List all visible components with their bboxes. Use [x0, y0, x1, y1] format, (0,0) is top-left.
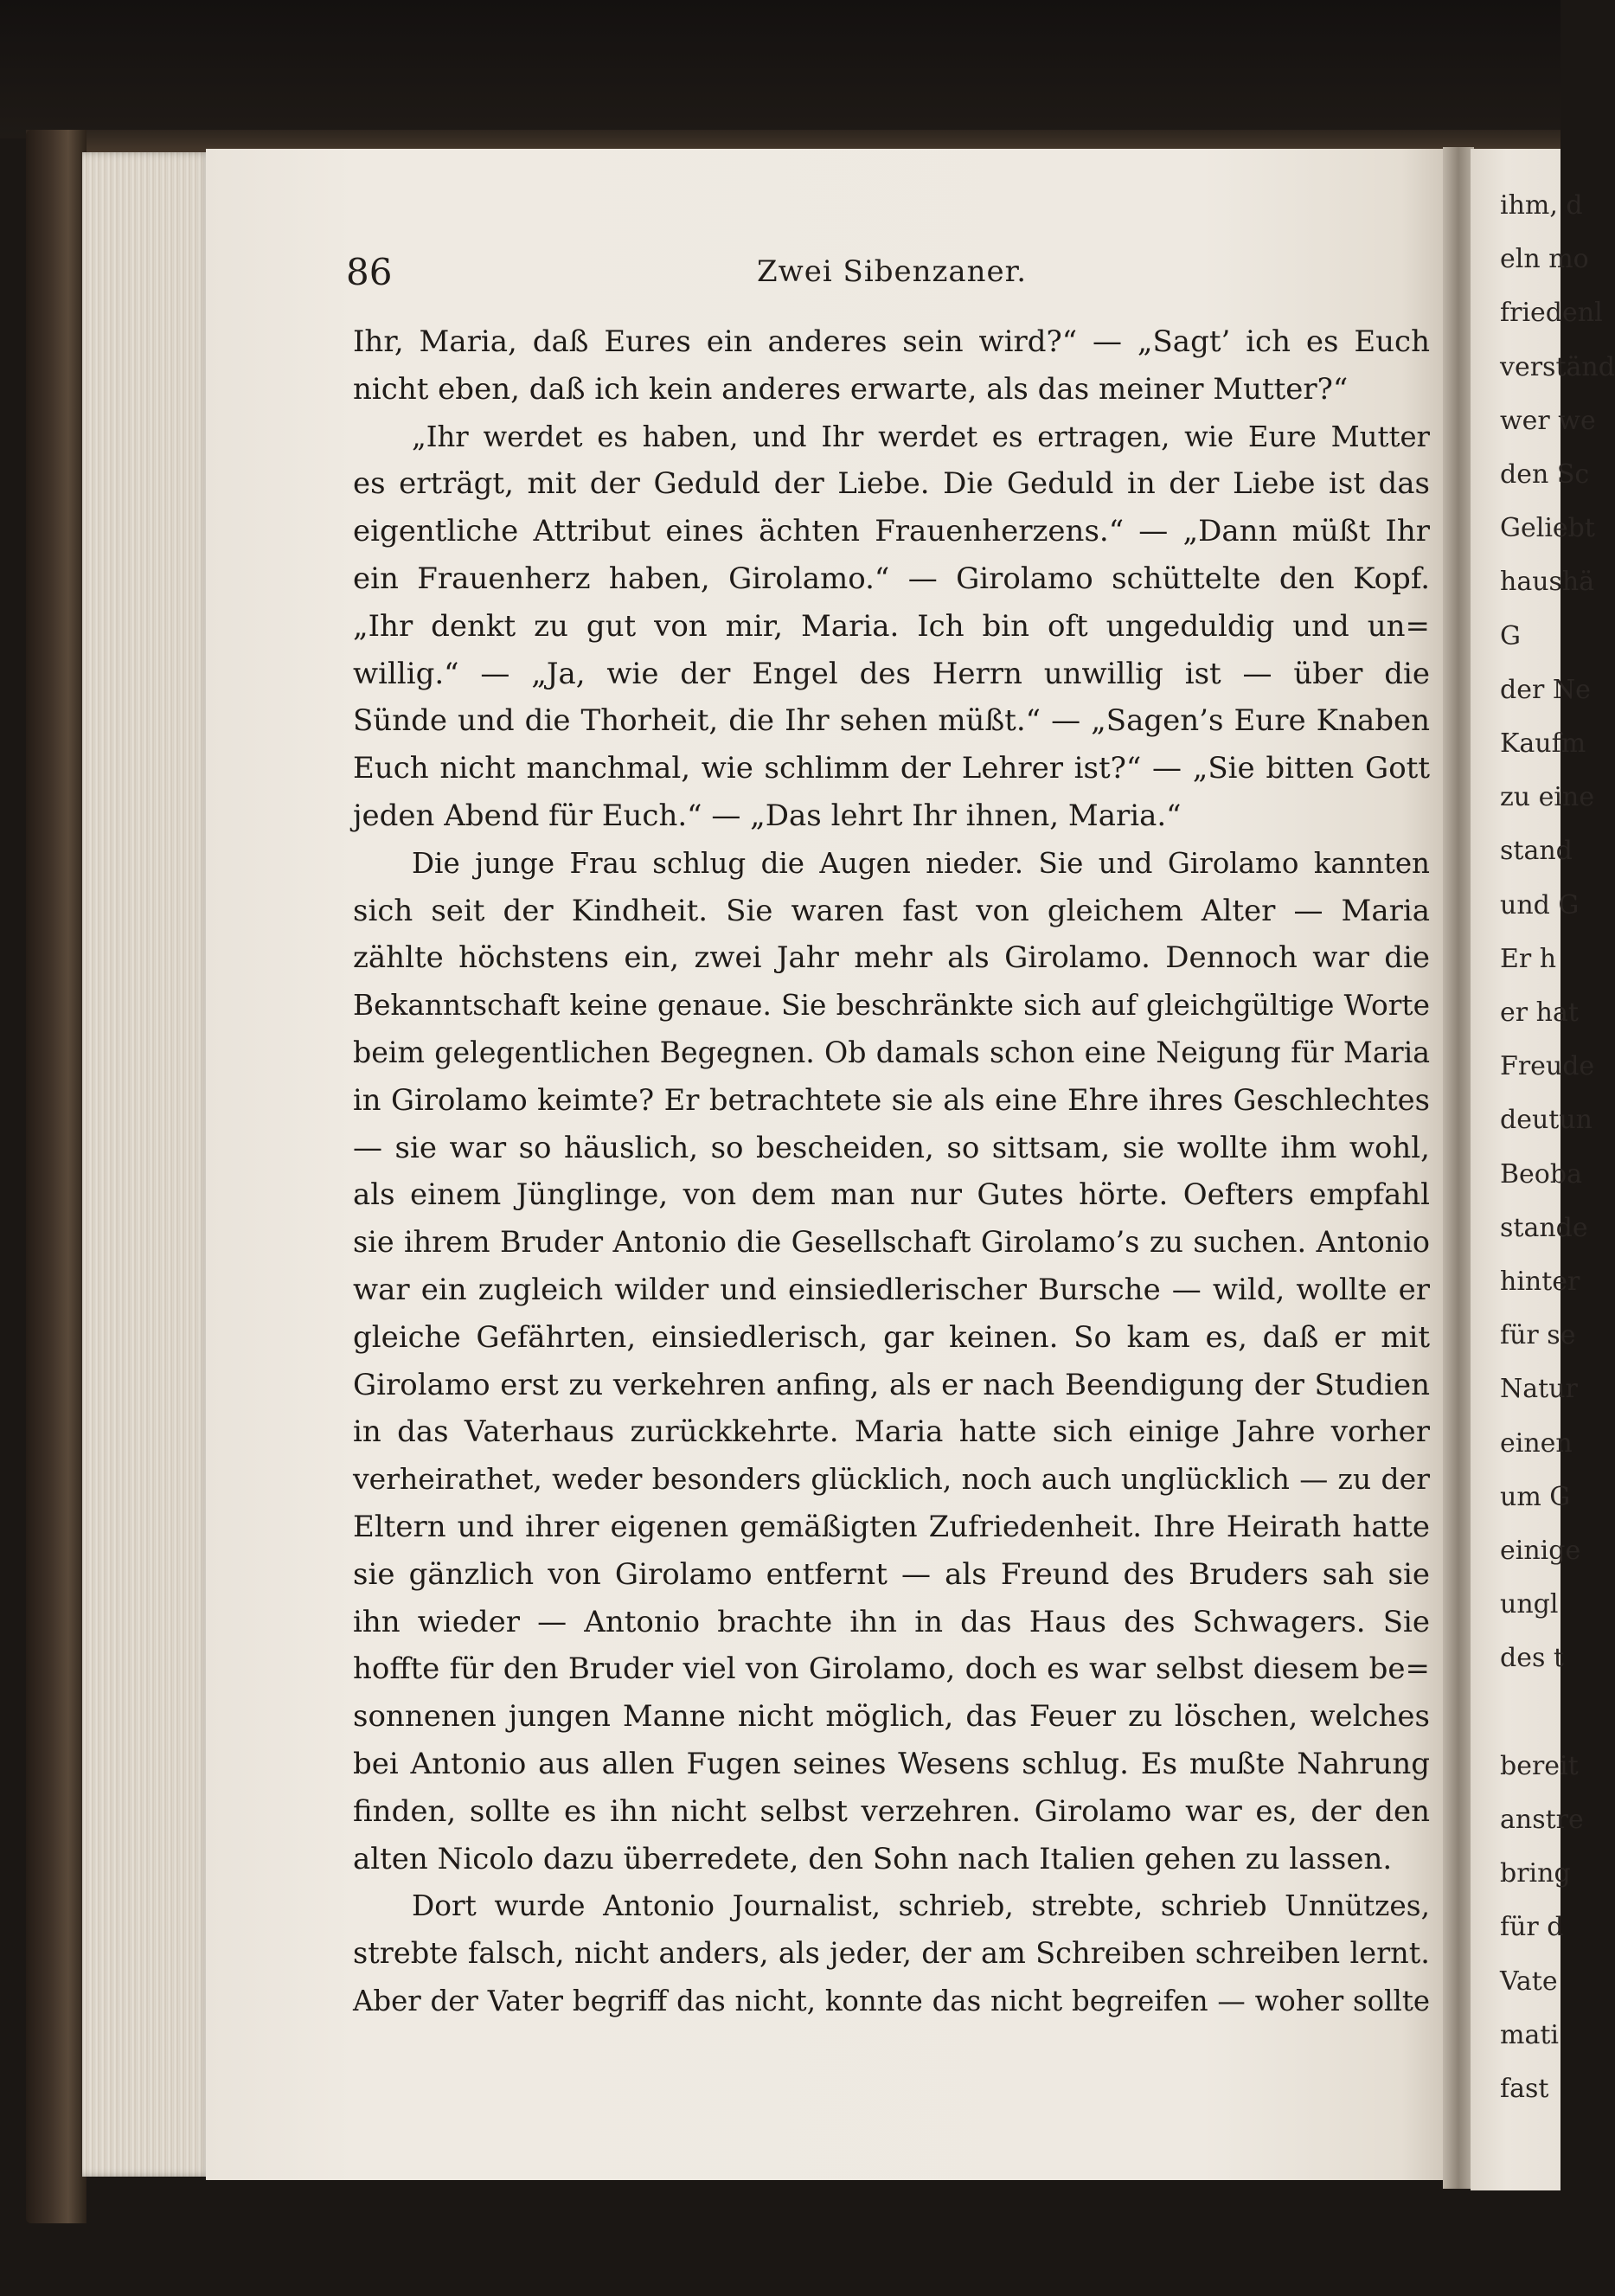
- right-page-fragment: für d: [1500, 1912, 1564, 1943]
- text-line: in Girolamo keimte? Er betrachtete sie als eine Ehre ihres Geschlechtes: [353, 1082, 1430, 1117]
- dark-background: [0, 0, 1561, 138]
- right-page-partial: [1471, 149, 1615, 2190]
- body-text: [353, 318, 1430, 2025]
- text-line: verheirathet, weder besonders glücklich, noch auch unglücklich — zu der: [353, 1462, 1430, 1497]
- text-line: Girolamo erst zu verkehren anfing, als er nach Beendigung der Studien: [353, 1367, 1430, 1402]
- right-page-fragment: deutun: [1500, 1105, 1593, 1136]
- page-stack-edges: [82, 152, 212, 2177]
- right-page-fragment: einen: [1500, 1427, 1573, 1459]
- right-page-fragment: um G: [1500, 1481, 1571, 1512]
- right-page-fragment: Vate: [1500, 1966, 1558, 1997]
- right-page-fragment: und G: [1500, 889, 1580, 920]
- right-page-fragment: Er h: [1500, 943, 1557, 974]
- right-page-fragment: Geliebt: [1500, 513, 1595, 544]
- book-cover-edge-left: [26, 130, 87, 2223]
- text-line: alten Nicolo dazu überredete, den Sohn nach Italien gehen zu lassen.: [353, 1841, 1393, 1876]
- right-page-fragment: wer we: [1500, 405, 1596, 436]
- right-page-fragment: zu eine: [1500, 782, 1595, 813]
- right-page-fragment: des t: [1500, 1643, 1564, 1674]
- right-page-fragment: Beoba: [1500, 1158, 1582, 1190]
- text-line: willig.“ — „Ja, wie der Engel des Herrn unwillig ist — über die: [353, 656, 1430, 691]
- text-line: finden, sollte es ihn nicht selbst verzehren. Girolamo war es, der den: [353, 1793, 1430, 1829]
- text-line: Dort wurde Antonio Journalist, schrieb, strebte, schrieb Unnützes,: [412, 1889, 1430, 1923]
- text-line: Ihr, Maria, daß Eures ein anderes sein wird?“ — „Sagt’ ich es Euch: [353, 324, 1430, 359]
- book-gutter: [1443, 147, 1474, 2189]
- right-page-fragment: stand: [1500, 836, 1573, 867]
- right-page-fragment: bereit: [1500, 1750, 1579, 1781]
- text-line: ihn wieder — Antonio brachte ihn in das Haus des Schwagers. Sie: [353, 1604, 1430, 1639]
- text-line: zählte höchstens ein, zwei Jahr mehr als Girolamo. Dennoch war die: [353, 940, 1430, 976]
- right-page-fragment: haushä: [1500, 567, 1595, 598]
- right-page-fragment: anstre: [1500, 1805, 1584, 1835]
- text-line: in das Vaterhaus zurückkehrte. Maria hatte sich einige Jahre vorher: [353, 1414, 1430, 1450]
- text-line: war ein zugleich wilder und einsiedlerischer Bursche — wild, wollte er: [353, 1272, 1430, 1307]
- right-page-fragment: einige: [1500, 1536, 1581, 1566]
- right-page-fragment: G: [1500, 620, 1521, 651]
- right-page-fragment: bring: [1500, 1858, 1571, 1889]
- right-page-fragment: für se: [1500, 1320, 1576, 1351]
- text-line: sie ihrem Bruder Antonio die Gesellschaft Girolamo’s zu suchen. Antonio: [353, 1225, 1430, 1260]
- text-line: Eltern und ihrer eigenen gemäßigten Zufriedenheit. Ihre Heirath hatte: [353, 1509, 1430, 1544]
- right-page-fragment: ungl: [1500, 1589, 1559, 1620]
- text-line: hoffte für den Bruder viel von Girolamo, doch es war selbst diesem be=: [353, 1651, 1430, 1687]
- text-line: als einem Jünglinge, von dem man nur Gutes hörte. Oefters empfahl: [353, 1177, 1430, 1213]
- right-page-fragment: Natur: [1500, 1374, 1578, 1405]
- text-line: ein Frauenherz haben, Girolamo.“ — Girolamo schüttelte den Kopf.: [353, 561, 1430, 596]
- text-line: „Ihr werdet es haben, und Ihr werdet es ertragen, wie Eure Mutter: [412, 420, 1430, 453]
- text-line: „Ihr denkt zu gut von mir, Maria. Ich bin oft ungeduldig und un=: [353, 608, 1430, 644]
- text-line: eigentliche Attribut eines ächten Frauenherzens.“ — „Dann müßt Ihr: [353, 514, 1430, 549]
- text-line: Bekanntschaft keine genaue. Sie beschränkte sich auf gleichgültige Worte: [353, 989, 1430, 1023]
- right-page-fragment: stande: [1500, 1212, 1588, 1243]
- running-head: Zwei Sibenzaner.: [757, 254, 1028, 289]
- right-page-fragment: verständ: [1500, 351, 1615, 382]
- text-line: sonnenen jungen Manne nicht möglich, das Feuer zu löschen, welches: [353, 1699, 1430, 1735]
- text-line: gleiche Gefährten, einsiedlerisch, gar keinen. So kam es, daß er mit: [353, 1319, 1430, 1355]
- text-line: Die junge Frau schlug die Augen nieder. Sie und Girolamo kannten: [412, 846, 1430, 880]
- right-page-fragment: er hat: [1500, 997, 1579, 1028]
- right-page-fragment: friedenl: [1500, 298, 1603, 329]
- text-line: strebte falsch, nicht anders, als jeder, der am Schreiben schreiben lernt.: [353, 1936, 1430, 1971]
- right-page-fragment: eln mo: [1500, 244, 1589, 275]
- text-line: nicht eben, daß ich kein anderes erwarte, als das meiner Mutter?“: [353, 371, 1349, 407]
- text-line: beim gelegentlichen Begegnen. Ob damals schon eine Neigung für Maria: [353, 1035, 1430, 1069]
- text-line: es erträgt, mit der Geduld der Liebe. Die Geduld in der Liebe ist das: [353, 466, 1430, 502]
- right-page-fragment: hinter: [1500, 1267, 1580, 1297]
- text-line: bei Antonio aus allen Fugen seines Wesens schlug. Es mußte Nahrung: [353, 1746, 1430, 1781]
- page-header: [346, 251, 1419, 303]
- text-line: jeden Abend für Euch.“ — „Das lehrt Ihr ihnen, Maria.“: [353, 798, 1182, 833]
- right-page-fragment: fast: [1500, 2074, 1549, 2104]
- text-line: Aber der Vater begriff das nicht, konnte das nicht begreifen — woher sollte: [353, 1984, 1430, 2017]
- right-page-fragment: den Sc: [1500, 459, 1590, 490]
- text-line: Sünde und die Thorheit, die Ihr sehen müßt.“ — „Sagen’s Eure Knaben: [353, 703, 1430, 739]
- page-number: 86: [346, 251, 393, 293]
- text-line: sich seit der Kindheit. Sie waren fast von gleichem Alter — Maria: [353, 893, 1430, 928]
- text-line: sie gänzlich von Girolamo entfernt — als Freund des Bruders sah sie: [353, 1556, 1430, 1592]
- right-page-fragment: Kaufm: [1500, 728, 1586, 759]
- text-line: Euch nicht manchmal, wie schlimm der Lehrer ist?“ — „Sie bitten Gott: [353, 751, 1430, 786]
- right-page-fragment: Freude: [1500, 1051, 1595, 1082]
- right-page-fragment: mati: [1500, 2019, 1559, 2050]
- text-line: — sie war so häuslich, so bescheiden, so sittsam, sie wollte ihm wohl,: [353, 1130, 1430, 1165]
- right-page-fragment: ihm, d: [1500, 190, 1583, 221]
- right-page-fragment: der Ne: [1500, 674, 1591, 705]
